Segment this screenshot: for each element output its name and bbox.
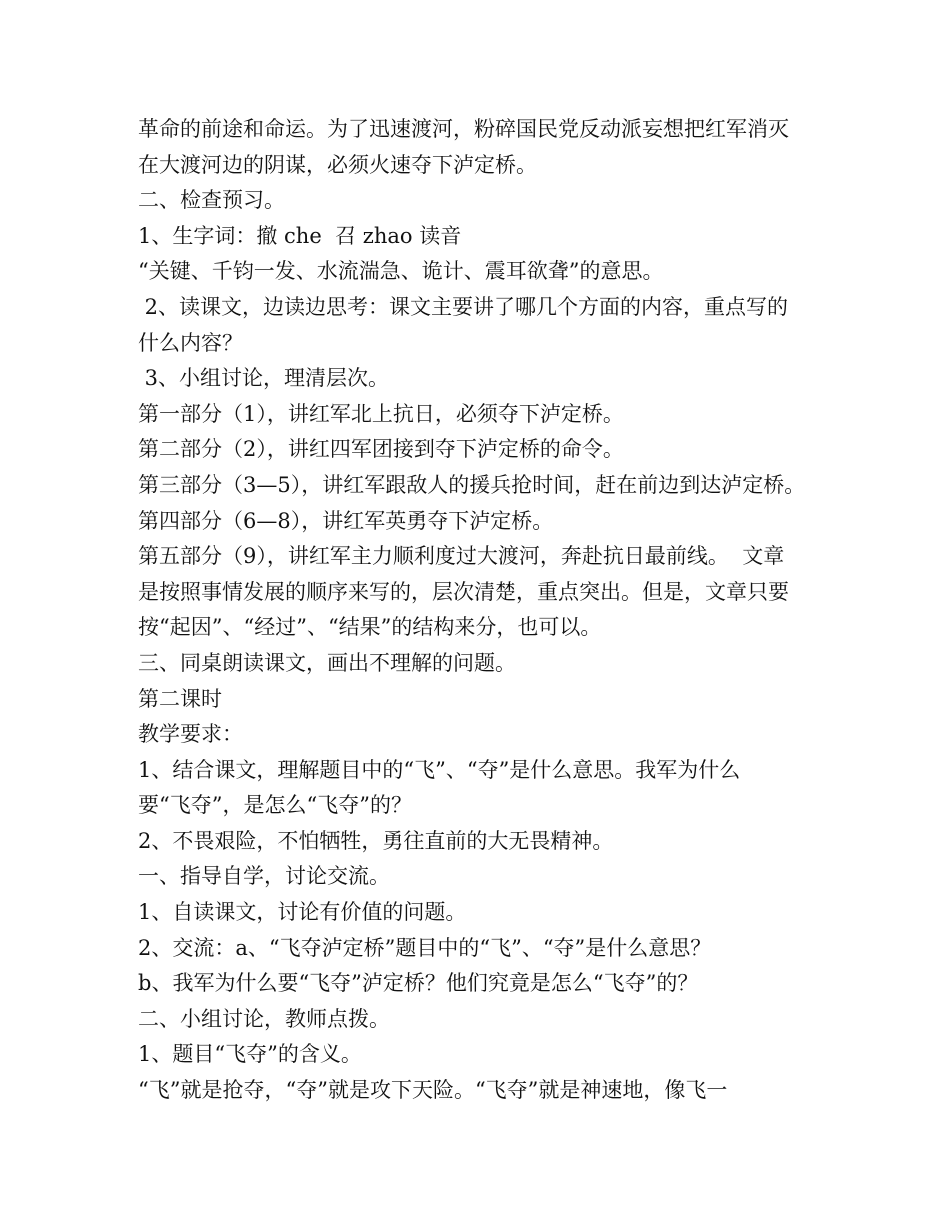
text-line: 3、小组讨论，理清层次。 <box>138 366 390 391</box>
section-heading: 二、小组讨论，教师点拨。 <box>138 1006 390 1031</box>
document-body <box>138 112 828 1109</box>
text-line: 什么内容？ <box>138 330 243 355</box>
text-line: 第四部分（6—8），讲红军英勇夺下泸定桥。 <box>138 508 554 533</box>
text-line: 2、读课文，边读边思考：课文主要讲了哪几个方面的内容，重点写的 <box>138 294 789 319</box>
text-line: 第五部分（9），讲红军主力顺利度过大渡河，奔赴抗日最前线。 文章 <box>138 544 785 569</box>
text-line: “飞”就是抢夺，“夺”就是攻下天险。“飞夺”就是神速地，像飞一 <box>138 1078 728 1103</box>
text-line: 第二部分（2），讲红四军团接到夺下泸定桥的命令。 <box>138 437 624 462</box>
text-line: 在大渡河边的阴谋，必须火速夺下泸定桥。 <box>138 152 537 177</box>
text-line: 是按照事情发展的顺序来写的，层次清楚，重点突出。但是，文章只要 <box>138 579 789 604</box>
text-line: 2、交流：a、“飞夺泸定桥”题目中的“飞”、“夺”是什么意思？ <box>138 935 712 960</box>
text-line: 按“起因”、“经过”、“结果”的结构来分，也可以。 <box>138 615 602 640</box>
text-line: 革命的前途和命运。为了迅速渡河，粉碎国民党反动派妄想把红军消灭 <box>138 117 789 141</box>
section-heading: 三、同桌朗读课文，画出不理解的问题。 <box>138 650 516 675</box>
section-heading: 第二课时 <box>138 686 222 711</box>
text-line: 要“飞夺”，是怎么“飞夺”的？ <box>138 793 412 818</box>
text-line: 1、生字词：撤 che 召 zhao 读音 <box>138 223 462 248</box>
text-line: b、我军为什么要“飞夺”泸定桥？他们究竟是怎么“飞夺”的？ <box>138 971 699 996</box>
text-line: 第一部分（1），讲红军北上抗日，必须夺下泸定桥。 <box>138 401 624 426</box>
section-heading: 教学要求： <box>138 722 243 747</box>
text-line: 1、自读课文，讨论有价值的问题。 <box>138 900 467 925</box>
text-line: 2、不畏艰险，不怕牺牲，勇往直前的大无畏精神。 <box>138 828 614 853</box>
text-line: “关键、千钧一发、水流湍急、诡计、震耳欲聋”的意思。 <box>138 259 664 284</box>
section-heading: 一、指导自学，讨论交流。 <box>138 864 390 889</box>
text-line: 1、题目“飞夺”的含义。 <box>138 1042 362 1067</box>
text-line: 1、结合课文，理解题目中的“飞”、“夺”是什么意思。我军为什么 <box>138 757 741 782</box>
text-line: 第三部分（3—5），讲红军跟敌人的援兵抢时间，赶在前边到达泸定桥。 <box>138 472 806 497</box>
section-heading: 二、检查预习。 <box>138 188 285 213</box>
